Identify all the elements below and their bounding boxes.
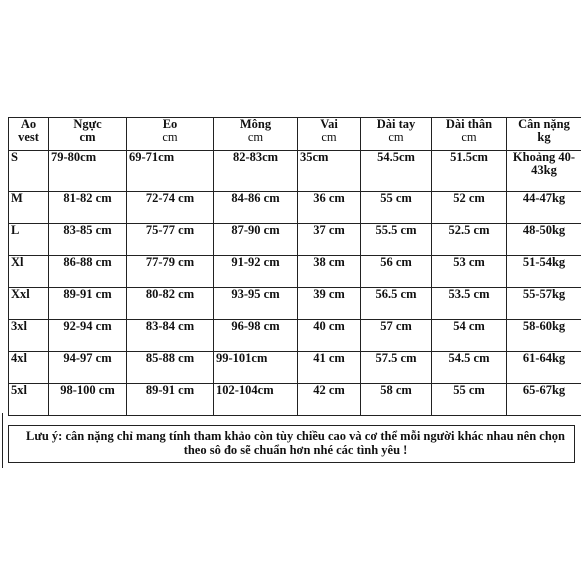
size-cell: Xl xyxy=(9,256,49,288)
table-row xyxy=(9,288,581,320)
header-unit: cm xyxy=(321,130,337,144)
hip-cell: 96-98 cm xyxy=(214,320,298,352)
table-row xyxy=(9,320,581,352)
waist-cell: 72-74 cm xyxy=(127,192,214,224)
header-label: Dài thân xyxy=(445,117,493,131)
shoulder-cell: 41 cm xyxy=(298,352,361,384)
length-cell: 51.5cm xyxy=(432,151,507,192)
header-waist xyxy=(127,118,214,151)
header-sleeve xyxy=(361,118,432,151)
weight-cell: 48-50kg xyxy=(507,224,581,256)
note-text: Lưu ý: cân nặng chỉ mang tính tham khảo còn tùy chiều cao và cơ thể mỗi người khác nhau nên chọn theo sô đo sẽ chuẩn hơn nhé các tình yêu ! xyxy=(25,429,565,457)
sleeve-cell: 55 cm xyxy=(361,192,432,224)
shoulder-cell: 40 cm xyxy=(298,320,361,352)
length-cell: 54.5 cm xyxy=(432,352,507,384)
hip-cell: 99-101cm xyxy=(214,352,298,384)
table-row xyxy=(9,256,581,288)
header-unit: cm xyxy=(461,130,477,144)
weight-cell: 65-67kg xyxy=(507,384,581,416)
header-label: Ngực xyxy=(73,117,102,131)
size-cell: L xyxy=(9,224,49,256)
header-hip xyxy=(214,118,298,151)
header-unit: vest xyxy=(18,130,39,144)
chest-cell: 81-82 cm xyxy=(49,192,127,224)
chest-cell: 92-94 cm xyxy=(49,320,127,352)
waist-cell: 85-88 cm xyxy=(127,352,214,384)
waist-cell: 89-91 cm xyxy=(127,384,214,416)
chest-cell: 98-100 cm xyxy=(49,384,127,416)
size-cell: 3xl xyxy=(9,320,49,352)
waist-cell: 75-77 cm xyxy=(127,224,214,256)
shoulder-cell: 42 cm xyxy=(298,384,361,416)
length-cell: 53.5 cm xyxy=(432,288,507,320)
weight-cell: 51-54kg xyxy=(507,256,581,288)
table-row xyxy=(9,151,581,192)
shoulder-cell: 36 cm xyxy=(298,192,361,224)
sleeve-cell: 55.5 cm xyxy=(361,224,432,256)
table-row xyxy=(9,352,581,384)
header-unit: kg xyxy=(537,130,551,144)
header-label: Ao xyxy=(20,117,37,131)
shoulder-cell: 35cm xyxy=(298,151,361,192)
chest-cell: 94-97 cm xyxy=(49,352,127,384)
sleeve-cell: 58 cm xyxy=(361,384,432,416)
hip-cell: 87-90 cm xyxy=(214,224,298,256)
weight-cell: 55-57kg xyxy=(507,288,581,320)
chest-cell: 83-85 cm xyxy=(49,224,127,256)
length-cell: 52.5 cm xyxy=(432,224,507,256)
weight-cell: 44-47kg xyxy=(507,192,581,224)
header-length xyxy=(432,118,507,151)
header-label: Eo xyxy=(162,117,178,131)
table-row xyxy=(9,384,581,416)
header-chest xyxy=(49,118,127,151)
sleeve-cell: 57 cm xyxy=(361,320,432,352)
header-row xyxy=(9,118,581,151)
header-label: Dài tay xyxy=(376,117,416,131)
header-size xyxy=(9,118,49,151)
left-border xyxy=(2,413,3,468)
sleeve-cell: 56 cm xyxy=(361,256,432,288)
size-cell: Xxl xyxy=(9,288,49,320)
size-cell: 4xl xyxy=(9,352,49,384)
chest-cell: 89-91 cm xyxy=(49,288,127,320)
header-label: Mông xyxy=(239,117,272,131)
header-unit: cm xyxy=(247,130,264,144)
sleeve-cell: 54.5cm xyxy=(361,151,432,192)
length-cell: 52 cm xyxy=(432,192,507,224)
header-unit: cm xyxy=(162,130,178,144)
header-unit: cm xyxy=(388,130,404,144)
length-cell: 54 cm xyxy=(432,320,507,352)
header-shoulder xyxy=(298,118,361,151)
header-label: Vai xyxy=(320,117,338,131)
chest-cell: 86-88 cm xyxy=(49,256,127,288)
sleeve-cell: 56.5 cm xyxy=(361,288,432,320)
waist-cell: 69-71cm xyxy=(127,151,214,192)
sleeve-cell: 57.5 cm xyxy=(361,352,432,384)
size-chart xyxy=(2,113,579,468)
header-weight xyxy=(507,118,581,151)
length-cell: 55 cm xyxy=(432,384,507,416)
table-row xyxy=(9,224,581,256)
shoulder-cell: 39 cm xyxy=(298,288,361,320)
size-cell: 5xl xyxy=(9,384,49,416)
chest-cell: 79-80cm xyxy=(49,151,127,192)
shoulder-cell: 37 cm xyxy=(298,224,361,256)
size-table xyxy=(8,117,581,416)
length-cell: 53 cm xyxy=(432,256,507,288)
waist-cell: 80-82 cm xyxy=(127,288,214,320)
hip-cell: 82-83cm xyxy=(214,151,298,192)
header-unit: cm xyxy=(79,130,96,144)
weight-cell: 61-64kg xyxy=(507,352,581,384)
weight-cell: 58-60kg xyxy=(507,320,581,352)
size-cell: S xyxy=(9,151,49,192)
header-label: Cân nặng xyxy=(518,117,570,131)
hip-cell: 84-86 cm xyxy=(214,192,298,224)
waist-cell: 77-79 cm xyxy=(127,256,214,288)
hip-cell: 93-95 cm xyxy=(214,288,298,320)
weight-cell: Khoảng 40-43kg xyxy=(507,151,581,192)
waist-cell: 83-84 cm xyxy=(127,320,214,352)
hip-cell: 91-92 cm xyxy=(214,256,298,288)
shoulder-cell: 38 cm xyxy=(298,256,361,288)
size-cell: M xyxy=(9,192,49,224)
hip-cell: 102-104cm xyxy=(214,384,298,416)
table-row xyxy=(9,192,581,224)
